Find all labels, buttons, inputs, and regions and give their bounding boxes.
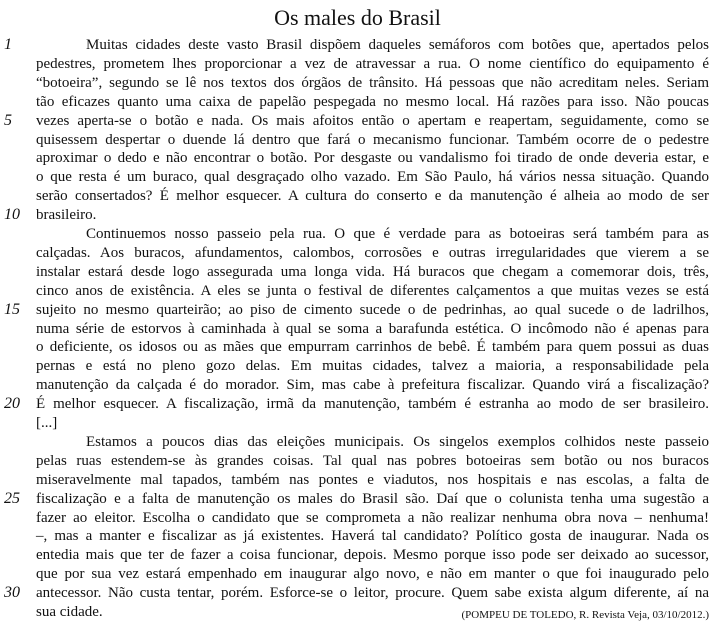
text-line (0, 301, 715, 319)
line-text: sua cidade. (36, 604, 103, 620)
line-text: Muitas cidades deste vasto Brasil dispõem daqueles semáforos com botões que, apertados pelos (86, 37, 709, 53)
text-line (0, 584, 715, 602)
text-line (0, 187, 715, 205)
text-line (0, 74, 715, 92)
line-text: manutenção da calçada é do morador. Sim, mas cabe à prefeitura fiscalizar. Quando virá a fiscalização? (36, 377, 709, 394)
text-line (0, 320, 715, 338)
line-number: 30 (4, 584, 20, 602)
text-line (0, 36, 715, 54)
line-text: instalar estará desde logo assegurada uma longa vida. Há buracos que chegam a comemorar dois, três, (36, 263, 709, 280)
line-text: Estamos a poucos dias das eleições municipais. Os singelos exemplos colhidos neste passeio (86, 433, 709, 450)
line-text: tão eficazes quanto uma caixa de papelão pespegada no mesmo local. Há razões para isso. Não poucas (36, 93, 709, 110)
line-text: É melhor esquecer. A fiscalização, irmã da manutenção, também é estranha ao modo de ser brasileiro. (36, 396, 709, 413)
line-text: sujeito no mesmo quarteirão; ao piso de cimento sucede o de pedrinhas, ao qual sucede o de ladrilhos, (36, 301, 709, 318)
line-text: vezes aperta-se o botão e nada. Os mais afoitos então o apertam e reapertam, seguidamente, como se (36, 112, 709, 129)
text-line (0, 546, 715, 564)
text-line (0, 131, 715, 149)
text-line (0, 452, 715, 470)
line-text: entedia mais que ter de fazer a coisa funcionar, depois. Mesmo porque isso pode ser deixado ao sucessor, (36, 547, 709, 564)
line-number: 5 (4, 111, 12, 129)
line-text: Continuemos nosso passeio pela rua. O que é verdade para as botoeiras será também para as (86, 226, 709, 242)
line-text: pernas e está no pleno gozo delas. Em muitas cidades, talvez a maioria, a responsabilidade pela (36, 358, 709, 375)
line-number: 10 (4, 206, 20, 224)
line-text: serão consertados? É melhor esquecer. A cultura do conserto e da manutenção é alheia ao modo de ser (36, 188, 709, 205)
text-line (0, 206, 715, 224)
line-text: pelas ruas estendem-se às grandes coisas. Tal qual nas pobres botoeiras sem botão ou nos buracos (36, 452, 709, 469)
text-line (0, 490, 715, 508)
line-number: 25 (4, 489, 20, 507)
line-number: 1 (4, 36, 12, 53)
line-text: [...] (36, 415, 58, 431)
line-number: 20 (4, 395, 20, 413)
line-text: brasileiro. (36, 207, 97, 224)
text-line (0, 244, 715, 262)
text-line (0, 395, 715, 413)
text-line (0, 112, 715, 130)
document-title: Os males do Brasil (274, 5, 441, 30)
line-text: quisessem despertar o duende lá dentro que fará o mecanismo funcionar. Também ocorre de o pedestre (36, 131, 709, 148)
line-text: cinco anos de existência. A eles se junta o festival de diferentes calçamentos a que muitas vezes se está (36, 282, 709, 299)
text-line (0, 55, 715, 73)
line-text: o deficiente, os idosos ou as mães que empurram carrinhos de bebê. É também para quem possui as duas (36, 339, 709, 356)
text-line (0, 338, 715, 356)
text-line (0, 225, 715, 243)
text-line (0, 433, 715, 451)
line-text: aproximar o dedo e não encontrar o botão. Por desgaste ou vandalismo foi tirado de onde deveria estar, e (36, 150, 709, 167)
line-text: pedestres, prometem lhes proporcionar a vez de atravessar a rua. O nome científico do equipamento é (36, 55, 709, 72)
line-text: fazer ao eleitor. Escolha o candidato que se comprometa a não realizar nenhuma obra nova – nenhuma! (36, 509, 709, 526)
text-line (0, 93, 715, 111)
text-line (0, 149, 715, 167)
line-text: –, mas a manter e fiscalizar as já existentes. Haverá tal candidato? Político gosta de inaugurar. Nada os (36, 528, 709, 545)
text-line (0, 509, 715, 527)
line-text: antecessor. Não custa tentar, porém. Esforce-se o leitor, procure. Quem sabe exista algum diferente, aí na (36, 585, 709, 602)
line-text: miseravelmente mal tapados, também nas pontes e viadutos, nos hospitais e nas escolas, a falta de (36, 471, 709, 488)
line-text: fiscalização e a falta de manutenção os males do Brasil são. Daí que o colunista tenha uma sugestão a (36, 490, 709, 507)
text-line (0, 282, 715, 300)
text-line (0, 565, 715, 583)
text-line (0, 376, 715, 394)
text-line (0, 263, 715, 281)
line-text: “botoeira”, segundo se lê nos textos dos órgãos de trânsito. Há pessoas que não acreditam neles. Seriam (36, 74, 709, 91)
text-line (0, 357, 715, 375)
line-number: 15 (4, 300, 20, 318)
line-text: o que resta é um buraco, qual desgraçado olho vazado. Em São Paulo, há vários nessa situação. Quando (36, 169, 709, 186)
text-line (0, 168, 715, 186)
line-text: que por sua vez estará empenhado em inaugurar algo novo, e não em manter o que foi inaugurado pelo (36, 566, 709, 583)
text-line (0, 471, 715, 489)
line-text: calçadas. Aos buracos, afundamentos, calombos, corrosões e outras irregularidades que vierem a se (36, 244, 709, 261)
text-line (0, 527, 715, 545)
text-line (0, 414, 715, 432)
line-text: numa série de estorvos à caminhada à qual se soma a barafunda estética. O incômodo não é apenas para (36, 320, 709, 337)
citation: (POMPEU DE TOLEDO, R. Revista Veja, 03/10/2012.) (461, 609, 709, 621)
